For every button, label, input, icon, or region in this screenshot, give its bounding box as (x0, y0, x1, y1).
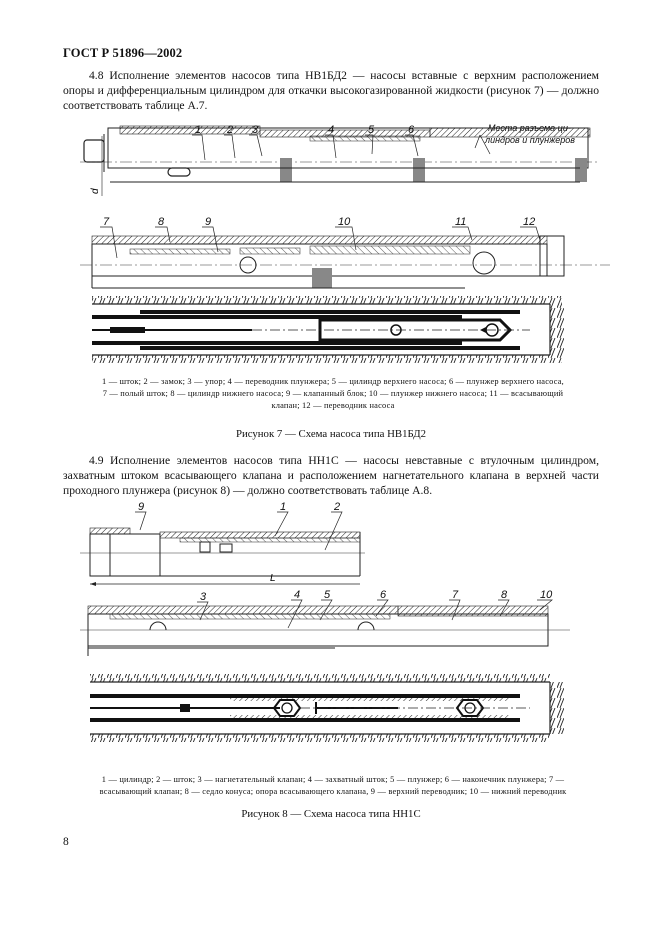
fig7-callout-note-2: линдров и плунжеров (485, 135, 576, 145)
fig7-label-4: 4 (328, 124, 335, 136)
fig7-label-5: 5 (368, 124, 375, 136)
fig8-label-6: 6 (380, 589, 387, 601)
fig7-label-12: 12 (523, 216, 536, 228)
figure-8-legend-line-2: всасывающий клапан; 8 — седло конуса; опора всасывающего клапана, 9 — верхний переводник; 10 — нижний переводник (99, 787, 567, 796)
figure-8-drawing (80, 498, 610, 763)
dimension-L: L (270, 573, 276, 584)
figure-7-lower-assembly (80, 236, 610, 288)
figure-8-legend-line-1: 1 — цилиндр; 2 — шток; 3 — нагнетательный клапан; 4 — захватный шток; 5 — плунжер; 6 — наконечник плунжера; 7 — (101, 775, 565, 784)
fig7-label-3: 3 (252, 124, 259, 136)
document-standard-header: ГОСТ Р 51896—2002 (63, 46, 183, 60)
figure-7-legend-line-3: клапан; 12 — переводник насоса (271, 401, 395, 410)
fig7-label-2: 2 (227, 124, 234, 136)
fig7-label-10: 10 (338, 216, 351, 228)
fig7-callout-note-1: Места разъема ци- (488, 123, 571, 133)
section-4-8-paragraph (63, 68, 599, 113)
fig7-label-8: 8 (158, 216, 165, 228)
fig8-label-9: 9 (138, 501, 145, 513)
fig7-label-9: 9 (205, 216, 212, 228)
figure-8-cylinder-assembly (80, 528, 365, 586)
fig7-label-6: 6 (408, 124, 415, 136)
figure-7-schematic (92, 296, 564, 363)
figure-7-legend-line-2: 7 — полый шток; 8 — цилиндр нижнего насоса; 9 — клапанный блок; 10 — плунжер нижнего насоса; 11 — всасывающий (102, 389, 564, 398)
fig8-label-10: 10 (540, 589, 553, 601)
dimension-d: d (90, 188, 101, 194)
page-number: 8 (63, 836, 69, 848)
figure-7-legend (63, 376, 603, 412)
section-4-8-text: 4.8 Исполнение элементов насосов типа НВ1БД2 — насосы вставные с верхним расположением опоры и дифференциальным цилиндром для откачки высокогазированной жидкости (рисунок 7) — должно соответствовать таблице А.7. (63, 69, 599, 112)
fig7-label-1: 1 (195, 124, 202, 136)
fig8-label-1: 1 (280, 501, 287, 513)
figure-7-legend-line-1: 1 — шток; 2 — замок; 3 — упор; 4 — переводник плунжера; 5 — цилиндр верхнего насоса; 6 — плунжер верхнего насоса, (102, 377, 564, 386)
fig8-label-3: 3 (200, 591, 207, 603)
figure-7-drawing (80, 118, 610, 373)
section-4-9-paragraph (63, 453, 599, 498)
fig8-label-7: 7 (452, 589, 459, 601)
fig8-label-2: 2 (334, 501, 341, 513)
figure-8-schematic (90, 674, 564, 742)
section-4-9-text: 4.9 Исполнение элементов насосов типа НН1С — насосы невставные с втулочным цилиндром, захватным штоком всасывающего клапана и расположением нагнетательного клапана в верхней части проходного плунжера (рисунок 8) — должно соответствовать таблице А.8. (63, 454, 599, 497)
figure-8-pump-assembly (80, 606, 570, 656)
figure-8-caption: Рисунок 8 — Схема насоса типа НН1С (241, 808, 421, 820)
figure-8-legend (55, 774, 611, 798)
fig8-label-8: 8 (501, 589, 508, 601)
fig7-label-7: 7 (103, 216, 110, 228)
fig7-label-11: 11 (455, 216, 467, 228)
fig8-label-5: 5 (324, 589, 331, 601)
figure-7-caption: Рисунок 7 — Схема насоса типа НВ1БД2 (235, 428, 427, 440)
fig8-label-4: 4 (294, 589, 301, 601)
